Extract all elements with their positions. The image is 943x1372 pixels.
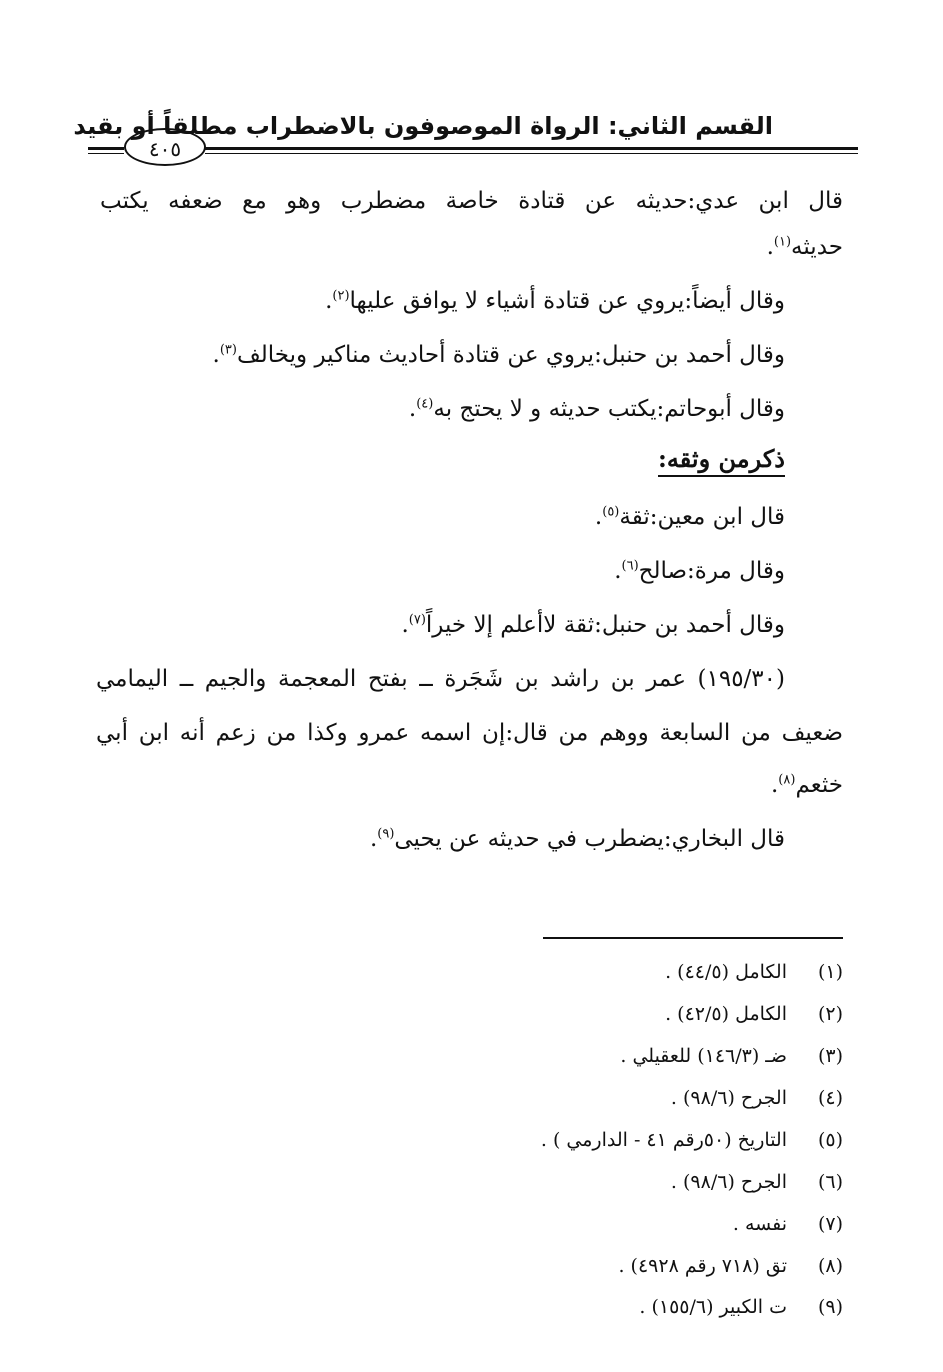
footnote-item <box>671 1084 843 1112</box>
footnote-ref-3: (٣) <box>219 342 237 358</box>
footnote-text: نفسه . <box>732 1213 787 1235</box>
footnote-text: التاريخ (٥٠رقم ٤١ - الدارمي ) . <box>540 1129 787 1151</box>
body-line-6: قال ابن معين:ثقة$^{(٥)}$. <box>594 504 785 530</box>
footnote-number: (٧) <box>817 1213 843 1235</box>
footnote-item <box>665 958 843 986</box>
body-line-9: (١٩٥/٣٠) عمر بن راشد بن شَجَرة ــ بفتح المعجمة والجيم ــ اليمامي <box>96 666 785 692</box>
footnote-text: الجرح (٩٨/٦) . <box>670 1087 787 1109</box>
footnote-item <box>618 1252 843 1280</box>
body-line-11: خثعم$^{(٨)}$. <box>770 772 843 798</box>
footnote-item <box>541 1126 843 1154</box>
running-header-title: القسم الثاني: الرواة الموصوفون بالاضطراب مطلقاً أو بقيد <box>73 112 773 140</box>
header-rule-left <box>88 147 124 150</box>
footnote-item <box>620 1042 843 1070</box>
section-heading: ذكرمن وثقه: <box>658 444 785 477</box>
footnote-text: الكامل (٤٤/٥) . <box>665 961 787 983</box>
footnote-number: (٥) <box>817 1129 843 1151</box>
footnote-ref-9: (٩) <box>377 826 395 842</box>
footnote-number: (٩) <box>817 1296 843 1318</box>
body-line-3: وقال أيضاً:يروي عن قتادة أشياء لا يوافق عليها$^{(٢)}$. <box>325 288 785 314</box>
footnote-number: (٢) <box>817 1003 843 1025</box>
page-number: ٤٠٥ <box>124 128 206 166</box>
body-line-4: وقال أحمد بن حنبل:يروي عن قتادة أحاديث مناكير ويخالف$^{(٣)}$. <box>212 342 785 368</box>
footnote-number: (٤) <box>817 1087 843 1109</box>
footnote-number: (٨) <box>817 1255 843 1277</box>
body-line-12: قال البخاري:يضطرب في حديثه عن يحيى$^{(٩)}$. <box>369 826 785 852</box>
body-line-7: وقال مرة:صالح$^{(٦)}$. <box>614 558 785 584</box>
body-line-10: ضعيف من السابعة ووهم من قال:إن اسمه عمرو وكذا من زعم أنه ابن أبي <box>96 720 843 746</box>
footnote-ref-5: (٥) <box>602 504 620 520</box>
body-line-1: قال ابن عدي:حديثه عن قتادة خاصة مضطرب وهو مع ضعفه يكتب <box>100 188 843 214</box>
footnote-ref-1: (١) <box>773 234 792 250</box>
footnote-text: الجرح (٩٨/٦) . <box>670 1171 787 1193</box>
footnote-number: (٦) <box>817 1171 843 1193</box>
header-rule <box>205 147 858 150</box>
header-rule-thin <box>205 153 858 154</box>
body-line-8: وقال أحمد بن حنبل:ثقة لاأعلم إلا خيراً$^{(٧)}$. <box>401 612 785 638</box>
header-rule-left-thin <box>88 153 124 154</box>
footnote-number: (١) <box>817 961 843 983</box>
footnote-item <box>733 1210 843 1238</box>
footnote-ref-6: (٦) <box>621 558 639 574</box>
footnote-separator <box>543 937 843 939</box>
footnote-ref-4: (٤) <box>416 396 434 412</box>
footnote-ref-2: (٢) <box>332 288 350 304</box>
footnote-ref-7: (٧) <box>408 612 426 628</box>
footnote-text: ت الكبير (١٥٥/٦) . <box>639 1296 787 1318</box>
footnote-text: تق (٧١٨ رقم ٤٩٢٨) . <box>618 1255 787 1277</box>
body-line-5: وقال أبوحاتم:يكتب حديثه و لا يحتج به$^{(٤)}$. <box>408 396 785 422</box>
footnote-item <box>671 1168 843 1196</box>
footnote-item <box>639 1293 843 1321</box>
footnote-text: الكامل (٤٢/٥) . <box>665 1003 787 1025</box>
footnote-text: ضـ (١٤٦/٣) للعقيلي . <box>620 1045 787 1067</box>
body-line-2: حديثه$^{(١)}$. <box>766 234 843 260</box>
footnote-ref-8: (٨) <box>778 772 796 788</box>
footnote-item <box>665 1000 843 1028</box>
footnote-number: (٣) <box>817 1045 843 1067</box>
